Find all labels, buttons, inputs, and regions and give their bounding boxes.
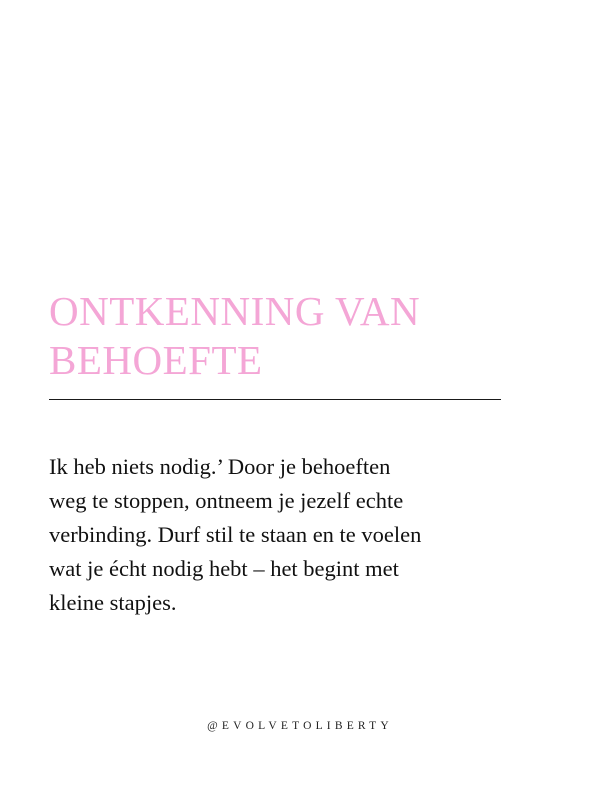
body-line: kleine stapjes. [49,589,177,615]
body-line: Ik heb niets nodig.’ Door je behoeften [49,453,391,479]
card-title [49,287,519,385]
title-line: BEHOEFTE [49,337,263,383]
social-handle: @EVOLVETOLIBERTY [207,720,393,732]
body-line: wat je écht nodig hebt – het begint met [49,555,399,581]
body-text [49,450,549,620]
body-line: verbinding. Durf stil te staan en te voelen [49,521,422,547]
title-line: ONTKENNING VAN [49,288,421,334]
body-line: weg te stoppen, ontneem je jezelf echte [49,487,404,513]
divider [49,399,501,400]
